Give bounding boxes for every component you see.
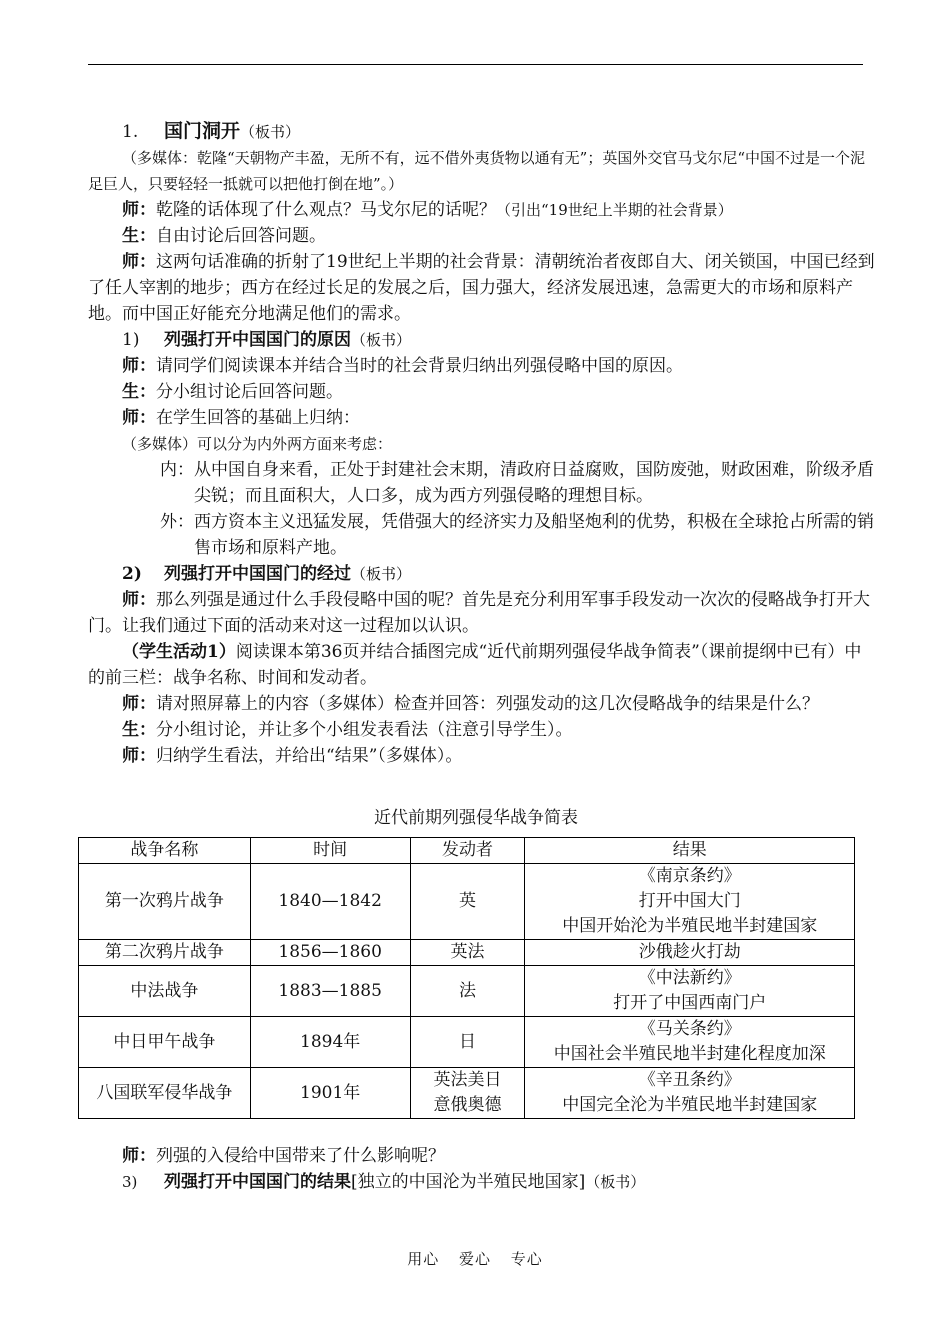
table-row xyxy=(79,940,855,966)
war-name-cell: 八国联军侵华战争 xyxy=(79,1068,251,1119)
speaker-label: 师： xyxy=(122,746,156,766)
table-row xyxy=(79,1017,855,1068)
war-name-cell: 中法战争 xyxy=(79,966,251,1017)
subsection-bracket: [独立的中国沦为半殖民地国家] xyxy=(351,1172,586,1192)
paragraph-text: 归纳学生看法，并给出“结果”（多媒体）。 xyxy=(156,746,463,766)
speaker-label: 师： xyxy=(122,200,156,220)
result-line: 《南京条约》 xyxy=(638,866,741,886)
paragraph xyxy=(88,223,878,249)
paragraph xyxy=(88,197,878,223)
war-by-cell: 英 xyxy=(410,864,525,940)
result-line: 中国开始沦为半殖民地半封建国家 xyxy=(562,916,818,936)
point-outer: 外：西方资本主义迅猛发展，凭借强大的经济实力及船坚炮利的优势，积极在全球抢占所需的销售市场和原料产地。 xyxy=(160,512,874,558)
subsection-note: （板书） xyxy=(351,565,412,583)
speaker-label: 生： xyxy=(122,382,156,402)
result-line: 《辛丑条约》 xyxy=(638,1070,741,1090)
war-table xyxy=(78,837,855,1119)
table-caption: 近代前期列强侵华战争简表 xyxy=(374,808,578,828)
speaker-label: 师： xyxy=(122,408,156,428)
paragraph xyxy=(88,405,878,431)
result-line: 《中法新约》 xyxy=(638,968,741,988)
paragraph-text: 列强的入侵给中国带来了什么影响呢？ xyxy=(156,1146,445,1166)
subsection-title: 列强打开中国国门的结果 xyxy=(164,1172,351,1192)
speaker-label: 师： xyxy=(122,1146,156,1166)
war-by-cell: 日 xyxy=(410,1017,525,1068)
section-title: 国门洞开 xyxy=(164,120,241,142)
activity-label: （学生活动1） xyxy=(122,642,236,662)
paragraph xyxy=(88,379,878,405)
paragraph-text: 乾隆的话体现了什么观点？马戈尔尼的话呢？ xyxy=(156,200,496,220)
subsection-title: 列强打开中国国门的经过 xyxy=(164,564,351,584)
paragraph-text: 阅读课本第36页并结合插图完成“近代前期列强侵华战争简表”（课前提纲中已有）中的前三栏：战争名称、时间和发动者。 xyxy=(88,642,862,688)
paragraph-text: 请同学们阅读课本并结合当时的社会背景归纳出列强侵略中国的原因。 xyxy=(156,356,683,376)
subsection-heading xyxy=(88,1169,878,1195)
subsection-heading xyxy=(88,327,878,353)
paragraph-text: 自由讨论后回答问题。 xyxy=(156,226,326,246)
paragraph: （多媒体：乾隆“天朝物产丰盈，无所不有，远不借外夷货物以通有无”；英国外交官马戈尔尼“中国不过是一个泥足巨人，只要轻轻一抵就可以把他打倒在地”。） xyxy=(88,149,866,193)
war-time-cell: 1894年 xyxy=(250,1017,410,1068)
table-row xyxy=(79,1068,855,1119)
paragraph-note: （引出“19世纪上半期的社会背景） xyxy=(496,201,733,219)
war-result-cell xyxy=(525,1017,855,1068)
paragraph xyxy=(88,717,878,743)
war-name-cell: 第一次鸦片战争 xyxy=(79,864,251,940)
footer-word: 专心 xyxy=(510,1250,543,1268)
speaker-label: 师： xyxy=(122,252,156,272)
war-time-cell: 1840—1842 xyxy=(250,864,410,940)
war-result-cell xyxy=(525,864,855,940)
paragraph-text: 分小组讨论，并让多个小组发表看法（注意引导学生）。 xyxy=(156,720,573,740)
section-note: （板书） xyxy=(240,123,301,141)
speaker-label: 生： xyxy=(122,226,156,246)
war-time-cell: 1856—1860 xyxy=(250,940,410,966)
paragraph-text: 那么列强是通过什么手段侵略中国的呢？首先是充分利用军事手段发动一次次的侵略战争打开大门。让我们通过下面的活动来对这一过程加以认识。 xyxy=(88,590,870,636)
subsection-note: （板书） xyxy=(351,331,412,349)
paragraph xyxy=(88,587,878,639)
result-line: 《马关条约》 xyxy=(638,1019,741,1039)
result-line: 打开中国大门 xyxy=(638,891,741,911)
column-header: 时间 xyxy=(250,838,410,864)
document-body xyxy=(88,118,878,1195)
paragraph xyxy=(88,743,878,769)
column-header: 战争名称 xyxy=(79,838,251,864)
speaker-label: 师： xyxy=(122,356,156,376)
result-line: 中国完全沦为半殖民地半封建国家 xyxy=(562,1095,818,1115)
subsection-title: 列强打开中国国门的原因 xyxy=(164,330,351,350)
result-line: 沙俄趁火打劫 xyxy=(638,942,741,962)
war-by-cell xyxy=(410,1068,525,1119)
result-line: 中国社会半殖民地半封建化程度加深 xyxy=(553,1044,826,1064)
column-header: 发动者 xyxy=(410,838,525,864)
table-row xyxy=(79,864,855,940)
paragraph xyxy=(88,353,878,379)
war-time-cell: 1901年 xyxy=(250,1068,410,1119)
subsection-note: （板书） xyxy=(585,1173,646,1191)
war-name-cell: 第二次鸦片战争 xyxy=(79,940,251,966)
point-inner: 内：从中国自身来看，正处于封建社会末期，清政府日益腐败，国防废弛，财政困难，阶级矛盾尖锐；而且面积大，人口多，成为西方列强侵略的理想目标。 xyxy=(160,460,874,506)
paragraph-text: 在学生回答的基础上归纳： xyxy=(156,408,360,428)
paragraph xyxy=(88,691,878,717)
section-heading xyxy=(88,118,878,145)
speaker-label: 师： xyxy=(122,590,156,610)
by-line: 英法美日 xyxy=(433,1070,502,1090)
paragraph xyxy=(88,1143,878,1169)
subsection-number: 1) xyxy=(122,330,140,350)
section-number: 1. xyxy=(122,122,139,142)
footer-word: 用心 xyxy=(407,1250,440,1268)
footer-word: 爱心 xyxy=(458,1250,491,1268)
page-footer xyxy=(0,1248,950,1269)
speaker-label: 生： xyxy=(122,720,156,740)
subsection-heading xyxy=(88,561,878,587)
by-line: 意俄奥德 xyxy=(433,1095,502,1115)
war-name-cell: 中日甲午战争 xyxy=(79,1017,251,1068)
paragraph-text: 请对照屏幕上的内容（多媒体）检查并回答：列强发动的这几次侵略战争的结果是什么？ xyxy=(156,694,819,714)
paragraph-text: 这两句话准确的折射了19世纪上半期的社会背景：清朝统治者夜郎自大、闭关锁国，中国已经到了任人宰割的地步；西方在经过长足的发展之后，国力强大，经济发展迅速，急需更大的市场和原料产地。而中国正好能充分地满足他们的需求。 xyxy=(88,252,875,324)
speaker-label: 师： xyxy=(122,694,156,714)
table-row xyxy=(79,966,855,1017)
war-result-cell xyxy=(525,966,855,1017)
war-by-cell: 英法 xyxy=(410,940,525,966)
paragraph xyxy=(88,249,878,327)
war-time-cell: 1883—1885 xyxy=(250,966,410,1017)
paragraph xyxy=(88,639,878,691)
paragraph: （多媒体）可以分为内外两方面来考虑： xyxy=(122,435,393,453)
column-header: 结果 xyxy=(525,838,855,864)
paragraph-text: 分小组讨论后回答问题。 xyxy=(156,382,343,402)
war-by-cell: 法 xyxy=(410,966,525,1017)
header-rule xyxy=(88,64,863,65)
subsection-number: 3) xyxy=(122,1173,138,1191)
subsection-number: 2) xyxy=(122,564,142,584)
war-result-cell xyxy=(525,1068,855,1119)
result-line: 打开了中国西南门户 xyxy=(613,993,767,1013)
war-result-cell xyxy=(525,940,855,966)
table-header-row xyxy=(79,838,855,864)
